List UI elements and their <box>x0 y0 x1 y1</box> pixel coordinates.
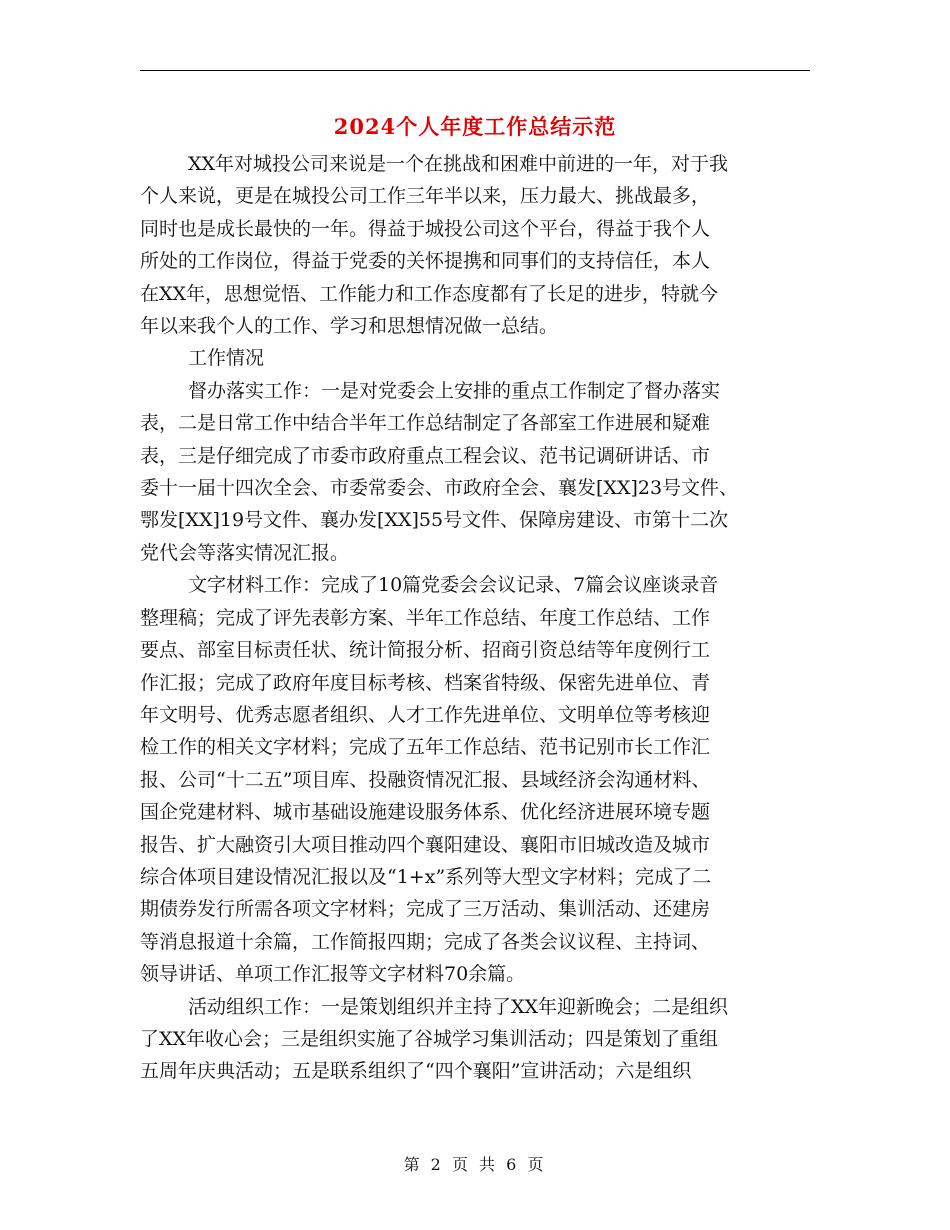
text-line: 所处的工作岗位，得益于党委的关怀提携和同事们的支持信任，本人 <box>140 250 711 273</box>
text-line: 检工作的相关文字材料；完成了五年工作总结、范书记别市长工作汇 <box>140 736 711 759</box>
text-line: 同时也是成长最快的一年。得益于城投公司这个平台，得益于我个人 <box>140 217 711 240</box>
text-line: 了XX年收心会；三是组织实施了谷城学习集训活动；四是策划了重组 <box>140 1027 719 1050</box>
text-line: 综合体项目建设情况汇报以及“1+x”系列等大型文字材料；完成了二 <box>140 865 712 888</box>
paragraph-activities <box>140 991 810 1088</box>
paragraph-supervision <box>140 375 810 569</box>
header-rule <box>140 70 810 71</box>
text-line: 表，二是日常工作中结合半年工作总结制定了各部室工作进展和疑难 <box>140 412 711 435</box>
text-line: 领导讲话、单项工作汇报等文字材料70余篇。 <box>140 963 526 986</box>
text-line: 年以来我个人的工作、学习和思想情况做一总结。 <box>140 315 559 338</box>
document-body <box>140 148 810 1088</box>
text-line: 五周年庆典活动；五是联系组织了“四个襄阳”宣讲活动；六是组织 <box>140 1060 692 1083</box>
page-title: 2024个人年度工作总结示范 <box>333 114 617 139</box>
text-line: 委十一届十四次全会、市委常委会、市政府全会、襄发[XX]23号文件、 <box>140 477 739 500</box>
text-line: 报、公司“十二五”项目库、投融资情况汇报、县域经济会沟通材料、 <box>140 768 711 791</box>
text-line: 期债券发行所需各项文字材料；完成了三万活动、集训活动、还建房 <box>140 898 711 921</box>
text-line: XX年对城投公司来说是一个在挑战和困难中前进的一年，对于我 <box>188 153 729 175</box>
text-line: 要点、部室目标责任状、统计简报分析、招商引资总结等年度例行工 <box>140 639 711 662</box>
text-line: 表，三是仔细完成了市委市政府重点工程会议、范书记调研讲话、市 <box>140 444 711 467</box>
section-heading <box>140 342 810 374</box>
paragraph-writing <box>140 569 810 990</box>
text-line: 文字材料工作：完成了10篇党委会会议记录、7篇会议座谈录音 <box>188 574 719 597</box>
paragraph-intro <box>140 148 810 342</box>
text-line: 在XX年，思想觉悟、工作能力和工作态度都有了长足的进步，特就今 <box>140 282 719 305</box>
text-line: 工作情况 <box>188 347 265 370</box>
text-line: 等消息报道十余篇，工作简报四期；完成了各类会议议程、主持词、 <box>140 930 711 953</box>
text-line: 国企党建材料、城市基础设施建设服务体系、优化经济进展环境专题 <box>140 801 711 824</box>
text-line: 作汇报；完成了政府年度目标考核、档案省特级、保密先进单位、青 <box>140 671 711 694</box>
text-line: 个人来说，更是在城投公司工作三年半以来，压力最大、挑战最多， <box>140 185 711 208</box>
text-line: 报告、扩大融资引大项目推动四个襄阳建设、襄阳市旧城改造及城市 <box>140 833 711 856</box>
text-line: 年文明号、优秀志愿者组织、人才工作先进单位、文明单位等考核迎 <box>140 703 711 726</box>
page-footer: 第 2 页 共 6 页 <box>403 1155 547 1174</box>
text-line: 活动组织工作：一是策划组织并主持了XX年迎新晚会；二是组织 <box>188 995 729 1018</box>
text-line: 整理稿；完成了评先表彰方案、半年工作总结、年度工作总结、工作 <box>140 606 711 629</box>
text-line: 党代会等落实情况汇报。 <box>140 541 350 564</box>
text-line: 鄂发[XX]19号文件、襄办发[XX]55号文件、保障房建设、市第十二次 <box>140 509 729 532</box>
text-line: 督办落实工作：一是对党委会上安排的重点工作制定了督办落实 <box>188 379 721 402</box>
